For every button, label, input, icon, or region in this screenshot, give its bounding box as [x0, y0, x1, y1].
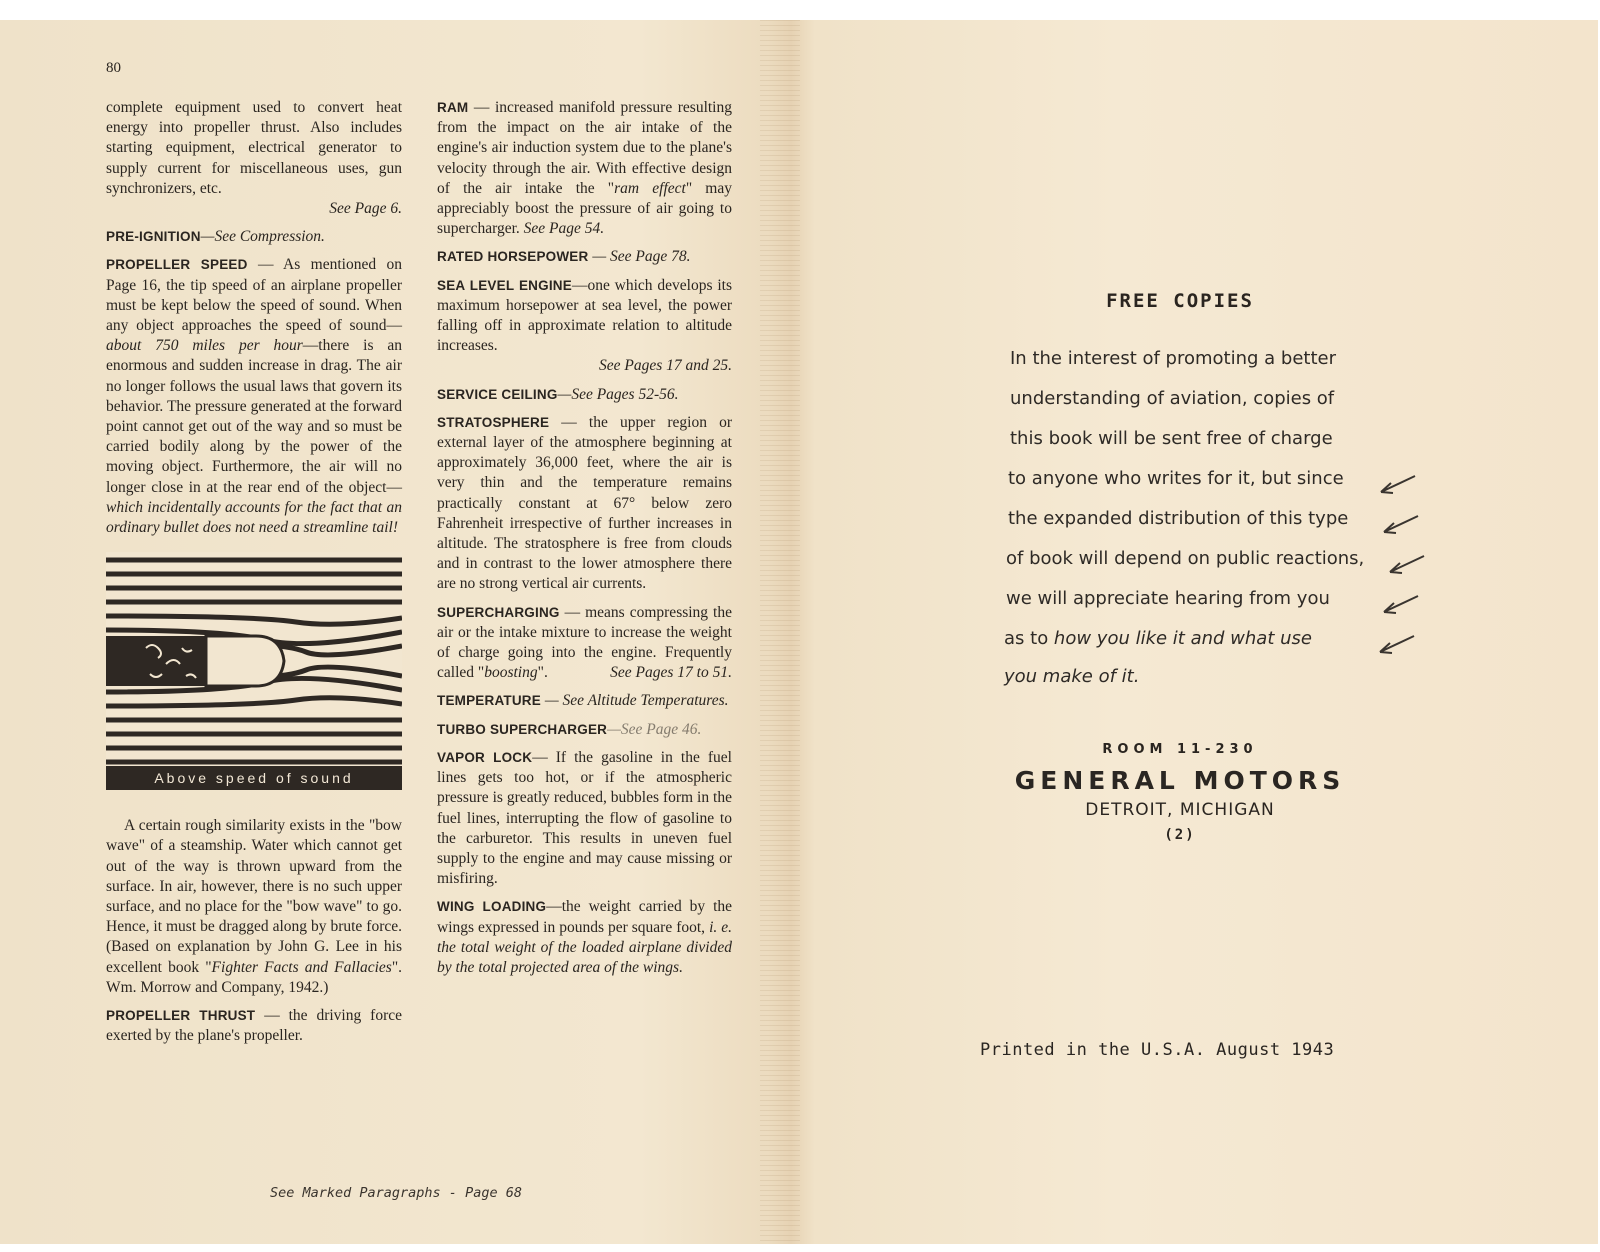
- figure-caption: Above speed of sound: [106, 766, 402, 790]
- free-copies-line: you make of it.: [1004, 666, 1140, 687]
- entry-turbo-supercharger: TURBO SUPERCHARGER—See Page 46.: [437, 720, 702, 738]
- entry-ram: RAM — increased manifold pressure resulting from the impact on the air intake of the engine's air induction system due to the plane's velocity through the air. With effective design of the air intake the "ram effect" may appreciably boost the pressure of air going to supercharger. See Page 54.: [437, 99, 732, 238]
- glossary-term: SERVICE CEILING: [437, 386, 558, 402]
- entry-power-plant: complete equipment used to convert heat energy into propeller thrust. Also includes starting equipment, electrical generator to supply current for miscellaneous uses, gun synchronizers, etc. See Page 6.: [106, 98, 402, 219]
- free-copies-line: of book will depend on public reactions,: [1006, 548, 1365, 569]
- glossary-term: RATED HORSEPOWER: [437, 249, 589, 265]
- glossary-term: STRATOSPHERE: [437, 414, 550, 430]
- printed-date: Printed in the U.S.A. August 1943: [980, 1040, 1335, 1060]
- glossary-term: SEA LEVEL ENGINE: [437, 277, 572, 293]
- free-copies-line: understanding of aviation, copies of: [1010, 388, 1335, 409]
- glossary-term: PROPELLER THRUST: [106, 1008, 256, 1024]
- entry-wing-loading: WING LOADING—the weight carried by the wings expressed in pounds per square foot, i. e. the total weight of the loaded airplane divided by the total projected area of the wings.: [437, 898, 733, 976]
- page-number: 80: [106, 60, 121, 76]
- bullet-airflow-image: [106, 552, 402, 766]
- glossary-term: SUPERCHARGING: [437, 604, 560, 620]
- company-name: GENERAL MOTORS: [1014, 766, 1346, 795]
- right-column: [437, 98, 732, 986]
- handwritten-arrow-icon: [1386, 554, 1426, 578]
- print-code: (2): [1164, 827, 1196, 843]
- glossary-term: TEMPERATURE: [437, 693, 541, 709]
- page-reference: See Page 54.: [523, 220, 605, 238]
- free-copies-line: this book will be sent free of charge: [1010, 428, 1333, 449]
- handwritten-arrow-icon: [1380, 594, 1420, 618]
- glossary-term: PROPELLER SPEED: [106, 257, 248, 273]
- entry-pre-ignition: PRE-IGNITION—See Compression.: [106, 228, 325, 246]
- free-copies-title: FREE COPIES: [1106, 290, 1254, 312]
- glossary-term: RAM: [437, 100, 469, 115]
- handwritten-arrow-icon: [1377, 474, 1417, 498]
- paragraph-bow-wave: A certain rough similarity exists in the "bow wave" of a steamship. Water which cannot get out of the way is thrown upward from the surface. In air, however, there is no such upper surface, and no place for the "bow wave" to go. Hence, it must be dragged along by brute force. (Based on explanation by John G. Lee in his excellent book "Fighter Facts and Fallacies". Wm. Morrow and Company, 1942.): [106, 817, 403, 996]
- company-city: DETROIT, MICHIGAN: [1085, 800, 1275, 820]
- handwritten-arrow-icon: [1376, 634, 1416, 658]
- left-column: [106, 98, 402, 1055]
- page-reference: See Pages 17 and 25.: [598, 357, 732, 375]
- glossary-term: VAPOR LOCK: [437, 749, 533, 765]
- free-copies-line: to anyone who writes for it, but since: [1008, 468, 1344, 489]
- room-number: ROOM 11-230: [1102, 742, 1258, 757]
- page-reference: See Pages 17 to 51.: [610, 664, 732, 682]
- free-copies-line: the expanded distribution of this type: [1008, 508, 1349, 529]
- entry-rated-horsepower: RATED HORSEPOWER — See Page 78.: [437, 248, 691, 266]
- free-copies-line: we will appreciate hearing from you: [1006, 588, 1330, 609]
- entry-sea-level-engine: SEA LEVEL ENGINE—one which develops its maximum horsepower at sea level, the power falling off in approximate relation to altitude increases. See Pages 17 and 25.: [437, 276, 732, 377]
- entry-temperature: TEMPERATURE — See Altitude Temperatures.: [437, 692, 729, 710]
- footer-note: See Marked Paragraphs - Page 68: [270, 1185, 522, 1201]
- glossary-term: PRE-IGNITION: [106, 229, 201, 245]
- glossary-term: WING LOADING: [437, 899, 547, 915]
- glossary-term: TURBO SUPERCHARGER: [437, 721, 608, 737]
- handwritten-arrow-icon: [1380, 514, 1420, 538]
- free-copies-line: as to how you like it and what use: [1004, 628, 1312, 649]
- entry-service-ceiling: SERVICE CEILING—See Pages 52-56.: [437, 385, 679, 403]
- left-page: [0, 20, 780, 1244]
- book-spread: [0, 20, 1598, 1244]
- entry-vapor-lock: VAPOR LOCK— If the gasoline in the fuel lines gets too hot, or if the atmospheric pressure is greatly reduced, bubbles form in the fuel lines, interrupting the flow of gasoline to the carburetor. This results in uneven fuel supply to the engine and may cause missing or misfiring.: [437, 748, 732, 888]
- entry-propeller-speed: PROPELLER SPEED — As mentioned on Page 16, the tip speed of an airplane propeller must be kept below the speed of sound. When any object approaches the speed of sound—about 750 miles per hour—there is an enormous and sudden increase in drag. The air no longer follows the usual laws that govern its behavior. The pressure generated at the forward point cannot get out of the way and so must be carried bodily along by the power of the moving object. Furthermore, the air will no longer close in at the rear end of the object—which incidentally accounts for the fact that an ordinary bullet does not need a streamline tail!: [106, 256, 403, 537]
- page-reference: See Page 6.: [329, 200, 402, 218]
- entry-propeller-thrust: PROPELLER THRUST — the driving force exerted by the plane's propeller.: [106, 1007, 402, 1045]
- entry-supercharging: SUPERCHARGING — means compressing the air or the intake mixture to increase the weight of charge going into the engine. Frequently called "boosting". See Pages 17 to 51.: [437, 603, 732, 684]
- entry-stratosphere: STRATOSPHERE — the upper region or external layer of the atmosphere beginning at approximately 36,000 feet, where the air is very thin and the temperature remains practically constant at 67° below zero Fahrenheit irrespective of further increases in altitude. The stratosphere is free from clouds and in contrast to the lower atmosphere there are no strong vertical air currents.: [437, 413, 732, 593]
- bullet-illustration: [106, 552, 402, 800]
- free-copies-line: In the interest of promoting a better: [1010, 348, 1336, 369]
